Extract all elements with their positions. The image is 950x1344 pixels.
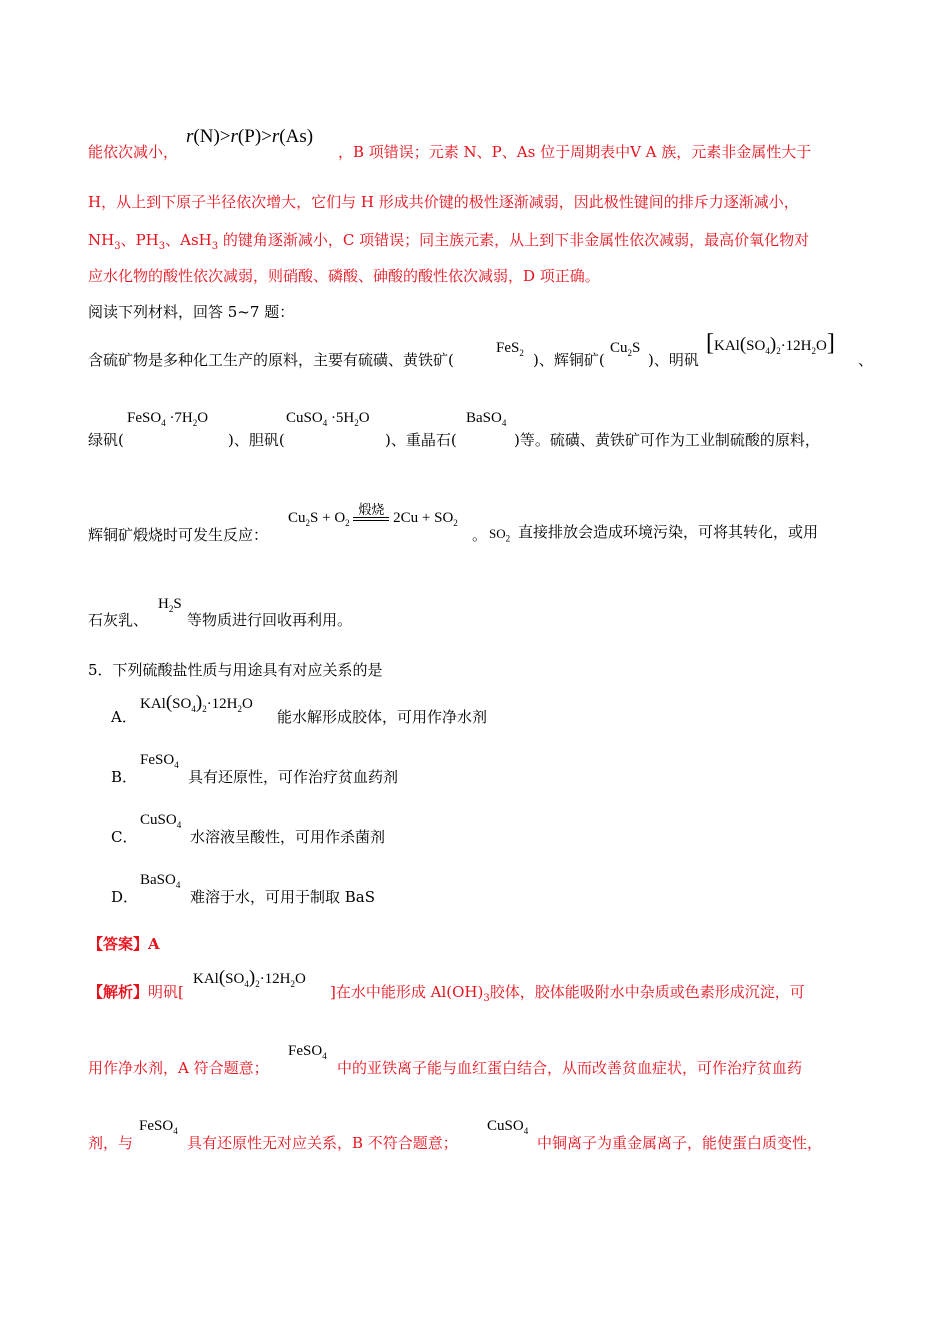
material-line-2d: )等。硫磺、黄铁矿可作为工业制硫酸的原料， — [514, 431, 820, 449]
material-line-2a: 绿矾( — [88, 431, 124, 449]
analysis-line-2b: 中的亚铁离子能与血红蛋白结合，从而改善贫血症状，可作治疗贫血药 — [337, 1059, 803, 1077]
analysis-line-1a: 【解析】明矾[ — [88, 983, 184, 1001]
answer-value: A — [148, 935, 160, 953]
formula-Cu2S: $Cu_2S$ — [610, 340, 641, 358]
formula-FeSO4-7H2O: FeSO$_4$ $\cdot 7H_2O$ — [127, 410, 209, 428]
formula-H2S: $H_2S$ — [158, 596, 182, 614]
question-stem: 5．下列硫酸盐性质与用途具有对应关系的是 — [88, 661, 383, 679]
option-c-letter: C． — [111, 828, 138, 846]
reaction-arrow — [353, 502, 389, 521]
material-line-2b: )、胆矾( — [228, 431, 285, 449]
analysis-CuSO4-formula: CuSO$_4$ — [487, 1118, 529, 1136]
formula-SO2: $SO_2$ — [489, 526, 511, 544]
reaction-equation: $Cu_2S + O_2$ 煅烧 $2Cu + SO_2$ — [288, 510, 458, 528]
prev-explanation-line-1: 能依次减小， — [88, 143, 179, 161]
answer-line — [88, 934, 160, 954]
analysis-alum-formula: $KAl(SO_4)_2\cdot 12H_2O$ — [193, 967, 306, 989]
prev-explanation-line-1b: ，B 项错误；元素 N、P、As 位于周期表中Ⅴ A 族，元素非金属性大于 — [338, 143, 812, 161]
material-line-1b: )、辉铜矿( — [533, 351, 605, 369]
analysis-line-3a: 剂，与 — [88, 1134, 134, 1152]
option-b-formula: FeSO$_4$ — [140, 752, 179, 770]
option-c-text: 水溶液呈酸性，可用作杀菌剂 — [190, 828, 386, 846]
material-line-4a: 石灰乳、 — [88, 611, 149, 629]
option-d-letter: D． — [111, 888, 139, 906]
material-intro: 阅读下列材料，回答 5~7 题： — [88, 303, 295, 321]
option-d-formula: BaSO$_4$ — [140, 872, 181, 890]
option-c-formula: CuSO$_4$ — [140, 812, 182, 830]
material-line-3a: 辉铜矿煅烧时可发生反应： — [88, 526, 269, 544]
formula-BaSO4-mineral: BaSO$_4$ — [466, 410, 507, 428]
formula-FeS2: FeS$_2$ — [496, 340, 524, 358]
analysis-line-3b: 具有还原性无对应关系，B 不符合题意； — [187, 1134, 458, 1152]
option-a-letter: A． — [111, 708, 137, 726]
answer-label: 【答案】 — [88, 935, 149, 953]
material-line-3b: 。 — [472, 526, 488, 544]
option-b-text: 具有还原性，可作治疗贫血药剂 — [188, 768, 399, 786]
material-line-1a: 含硫矿物是多种化工生产的原料，主要有硫磺、黄铁矿( — [88, 351, 454, 369]
analysis-line-2a: 用作净水剂，A 符合题意； — [88, 1059, 269, 1077]
analysis-line-3c: 中铜离子为重金属离子，能使蛋白质变性， — [537, 1134, 823, 1152]
material-line-1d: 、 — [858, 351, 874, 369]
radius-comparison-formula: r(N)>r(P)>r(As) — [186, 126, 314, 147]
prev-explanation-line-4: 应水化物的酸性依次减弱，则硝酸、磷酸、砷酸的酸性依次减弱，D 项正确。 — [88, 267, 600, 285]
prev-explanation-line-2: H，从上到下原子半径依次增大，它们与 H 形成共价键的极性逐渐减弱，因此极性键间的排斥力逐渐减小， — [88, 193, 799, 211]
prev-explanation-line-3: $NH_3$、$PH_3$、AsH$_3$ 的键角逐渐减小，C 项错误；同主族元素，从上到下非金属性依次减弱，最高价氧化物对 — [88, 231, 810, 252]
material-line-1c: )、明矾 — [648, 351, 699, 369]
option-b-letter: B． — [111, 768, 138, 786]
material-line-4b: 等物质进行回收再利用。 — [187, 611, 353, 629]
reaction-condition: 煅烧 — [358, 502, 385, 518]
formula-alum-bracketed: $[KAl(SO_4)_2\cdot 12H_2O]$ — [706, 330, 835, 356]
analysis-line-1b: ]在水中能形成 $Al(OH)_3$胶体，胶体能吸附水中杂质或色素形成沉淀，可 — [330, 983, 805, 1004]
material-line-3c: 直接排放会造成环境污染，可将其转化，或用 — [518, 523, 819, 541]
material-line-2c: )、重晶石( — [385, 431, 457, 449]
option-a-text: 能水解形成胶体，可用作净水剂 — [277, 708, 488, 726]
analysis-FeSO4-formula-1: FeSO$_4$ — [288, 1043, 327, 1061]
analysis-FeSO4-formula-2: FeSO$_4$ — [139, 1118, 178, 1136]
option-d-text: 难溶于水，可用于制取 BaS — [190, 888, 376, 906]
analysis-label: 【解析】 — [88, 983, 149, 1001]
option-a-formula: $KAl(SO_4)_2\cdot 12H_2O$ — [140, 692, 253, 714]
formula-CuSO4-5H2O: CuSO$_4$ $\cdot 5H_2O$ — [286, 410, 370, 428]
